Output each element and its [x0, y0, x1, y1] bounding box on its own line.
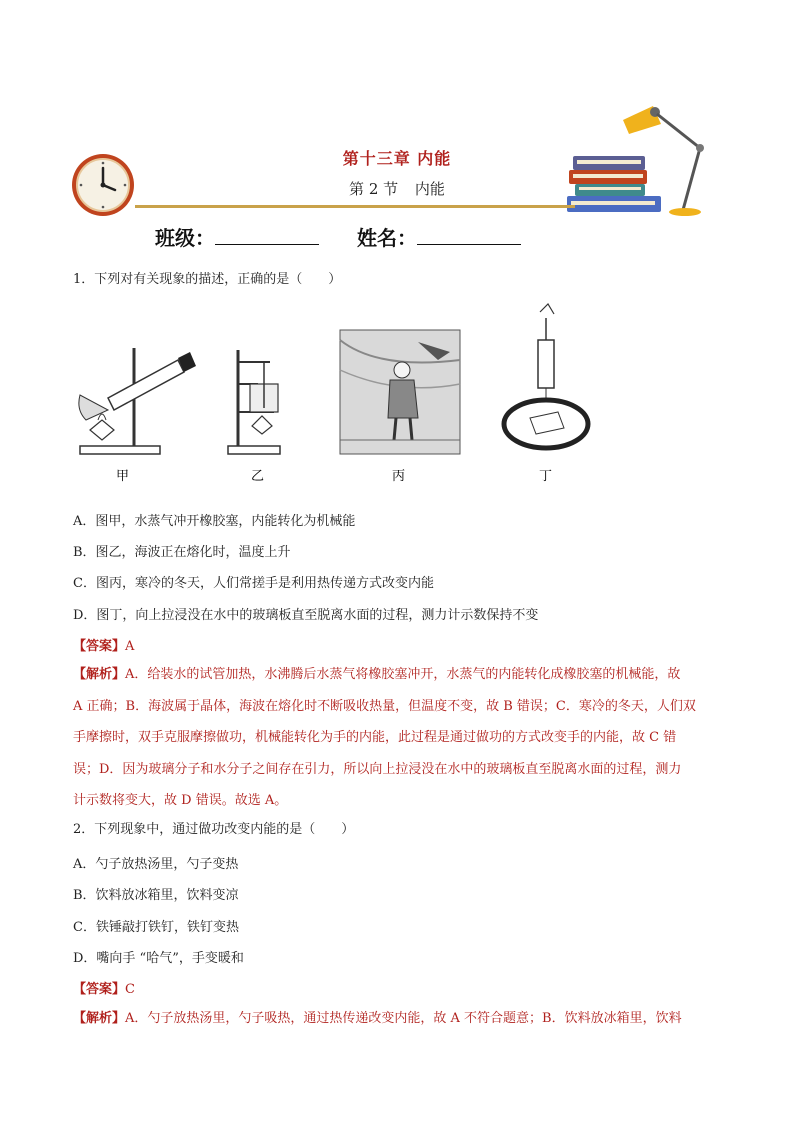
q2-analysis	[73, 1003, 721, 1035]
analysis-line: A 正确；B．海波属于晶体，海波在熔化时不断吸收热量，但温度不变，故 B 错误；C．寒冷的冬天，人们双	[73, 698, 696, 714]
answer-value: A	[125, 639, 135, 654]
figure-yi	[228, 350, 280, 484]
q2-option-a: A．勺子放热汤里，勺子变热	[73, 857, 239, 872]
name-blank[interactable]	[417, 226, 521, 245]
figure-label: 丁	[539, 469, 553, 484]
analysis-label: 【解析】	[73, 667, 126, 682]
analysis-line: 误；D．因为玻璃分子和水分子之间存在引力，所以向上拉浸没在水中的玻璃板直至脱离水面的过程，测力	[73, 761, 682, 777]
analysis-line: 手摩擦时，双手克服摩擦做功，机械能转化为手的内能，此过程是通过做功的方式改变手的内能，故 C 错	[73, 730, 677, 745]
figure-bing	[340, 330, 460, 484]
q1-option-c: C．图丙，寒冷的冬天，人们常搓手是利用热传递方式改变内能	[73, 576, 434, 591]
header-rule	[135, 205, 575, 208]
q1-answer	[73, 635, 134, 654]
figure-label: 乙	[251, 469, 265, 484]
q2-option-b: B．饮料放冰箱里，饮料变凉	[73, 888, 239, 903]
question-1-figures	[78, 300, 598, 490]
class-blank[interactable]	[215, 226, 319, 245]
answer-label: 【答案】	[73, 639, 126, 654]
q1-option-b: B．图乙，海波正在熔化时，温度上升	[73, 545, 291, 560]
question-2-stem: 2．下列现象中，通过做功改变内能的是（ ）	[73, 822, 355, 837]
q2-option-c: C．铁锤敲打铁钉，铁钉变热	[73, 920, 239, 935]
section-number: 第 2 节	[349, 180, 399, 198]
question-1-stem: 1．下列对有关现象的描述，正确的是（ ）	[73, 272, 342, 287]
figure-label: 丙	[392, 469, 406, 484]
figure-ding	[504, 304, 588, 484]
analysis-line: 【解析】A．勺子放热汤里，勺子吸热，通过热传递改变内能，故 A 不符合题意；B．饮料放冰箱里，饮料	[73, 1011, 682, 1026]
analysis-line: 计示数将变大，故 D 错误。故选 A。	[73, 793, 288, 808]
section-name: 内能	[414, 180, 445, 198]
q2-option-d: D．嘴向手 “哈气”，手变暖和	[73, 951, 244, 966]
q1-option-a: A．图甲，水蒸气冲开橡胶塞，内能转化为机械能	[73, 514, 356, 529]
student-info-row	[155, 222, 559, 251]
analysis-label: 【解析】	[73, 1011, 126, 1026]
section-title	[0, 178, 794, 199]
answer-value: C	[125, 982, 135, 997]
chapter-title: 第十三章 内能	[342, 149, 452, 168]
name-label: 姓名：	[357, 226, 417, 250]
figure-jia	[79, 348, 196, 484]
analysis-line: 【解析】A．给装水的试管加热，水沸腾后水蒸气将橡胶塞冲开，水蒸气的内能转化成橡胶塞的机械能，故	[73, 667, 681, 682]
q2-answer	[73, 978, 135, 997]
answer-label: 【答案】	[73, 982, 126, 997]
class-label: 班级：	[155, 226, 215, 250]
q1-option-d: D．图丁，向上拉浸没在水中的玻璃板直至脱离水面的过程，测力计示数保持不变	[73, 608, 539, 623]
q1-analysis	[73, 659, 721, 817]
figure-label: 甲	[116, 469, 130, 484]
